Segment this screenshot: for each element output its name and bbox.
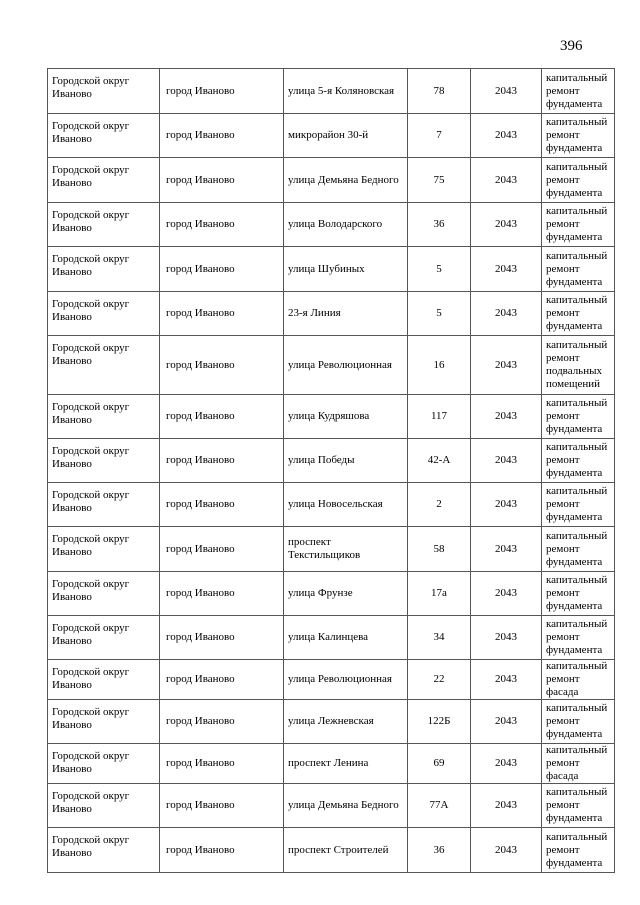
- work-cell: капитальный ремонт фундамента: [542, 395, 615, 439]
- city-cell: город Иваново: [160, 69, 284, 114]
- year-cell: 2043: [471, 395, 542, 439]
- work-cell: капитальный ремонт фундамента: [542, 114, 615, 158]
- table-row: [48, 439, 615, 483]
- work-cell: капитальный ремонт фасада: [542, 660, 615, 700]
- district-cell: Городской округ Иваново: [48, 114, 160, 158]
- house-cell: 22: [408, 660, 471, 700]
- work-cell: капитальный ремонт фундамента: [542, 203, 615, 247]
- district-cell: Городской округ Иваново: [48, 292, 160, 336]
- house-cell: 42-А: [408, 439, 471, 483]
- work-cell: капитальный ремонт фундамента: [542, 784, 615, 828]
- year-cell: 2043: [471, 744, 542, 784]
- city-cell: город Иваново: [160, 527, 284, 572]
- street-cell: проспект Ленина: [284, 744, 408, 784]
- street-cell: улица Новосельская: [284, 483, 408, 527]
- year-cell: 2043: [471, 203, 542, 247]
- table-row: [48, 616, 615, 660]
- table-row: [48, 700, 615, 744]
- work-cell: капитальный ремонт фундамента: [542, 439, 615, 483]
- year-cell: 2043: [471, 483, 542, 527]
- year-cell: 2043: [471, 784, 542, 828]
- district-cell: Городской округ Иваново: [48, 483, 160, 527]
- work-cell: капитальный ремонт фундамента: [542, 292, 615, 336]
- house-cell: 75: [408, 158, 471, 203]
- street-cell: улица Кудряшова: [284, 395, 408, 439]
- city-cell: город Иваново: [160, 439, 284, 483]
- street-cell: улица Калинцева: [284, 616, 408, 660]
- district-cell: Городской округ Иваново: [48, 616, 160, 660]
- table-row: [48, 395, 615, 439]
- district-cell: Городской округ Иваново: [48, 660, 160, 700]
- page-number: 396: [560, 38, 583, 54]
- year-cell: 2043: [471, 114, 542, 158]
- year-cell: 2043: [471, 572, 542, 616]
- table-row: [48, 483, 615, 527]
- street-cell: улица Победы: [284, 439, 408, 483]
- work-cell: капитальный ремонт фундамента: [542, 158, 615, 203]
- city-cell: город Иваново: [160, 483, 284, 527]
- work-cell: капитальный ремонт фундамента: [542, 700, 615, 744]
- house-cell: 58: [408, 527, 471, 572]
- street-cell: улица Демьяна Бедного: [284, 784, 408, 828]
- registry-table-body: [48, 69, 615, 873]
- district-cell: Городской округ Иваново: [48, 572, 160, 616]
- city-cell: город Иваново: [160, 744, 284, 784]
- house-cell: 78: [408, 69, 471, 114]
- city-cell: город Иваново: [160, 616, 284, 660]
- year-cell: 2043: [471, 700, 542, 744]
- house-cell: 16: [408, 336, 471, 395]
- street-cell: проспект Строителей: [284, 828, 408, 873]
- registry-table: [47, 68, 615, 873]
- house-cell: 36: [408, 203, 471, 247]
- year-cell: 2043: [471, 660, 542, 700]
- work-cell: капитальный ремонт подвальных помещений: [542, 336, 615, 395]
- street-cell: улица Шубиных: [284, 247, 408, 292]
- house-cell: 122Б: [408, 700, 471, 744]
- table-row: [48, 336, 615, 395]
- street-cell: улица Володарского: [284, 203, 408, 247]
- table-row: [48, 527, 615, 572]
- street-cell: проспект Текстильщиков: [284, 527, 408, 572]
- year-cell: 2043: [471, 527, 542, 572]
- city-cell: город Иваново: [160, 572, 284, 616]
- year-cell: 2043: [471, 336, 542, 395]
- city-cell: город Иваново: [160, 336, 284, 395]
- city-cell: город Иваново: [160, 292, 284, 336]
- district-cell: Городской округ Иваново: [48, 203, 160, 247]
- district-cell: Городской округ Иваново: [48, 395, 160, 439]
- table-row: [48, 203, 615, 247]
- city-cell: город Иваново: [160, 203, 284, 247]
- work-cell: капитальный ремонт фундамента: [542, 572, 615, 616]
- year-cell: 2043: [471, 158, 542, 203]
- table-row: [48, 828, 615, 873]
- work-cell: капитальный ремонт фундамента: [542, 483, 615, 527]
- district-cell: Городской округ Иваново: [48, 158, 160, 203]
- work-cell: капитальный ремонт фундамента: [542, 616, 615, 660]
- city-cell: город Иваново: [160, 114, 284, 158]
- house-cell: 34: [408, 616, 471, 660]
- work-cell: капитальный ремонт фундамента: [542, 69, 615, 114]
- house-cell: 69: [408, 744, 471, 784]
- table-row: [48, 784, 615, 828]
- table-row: [48, 114, 615, 158]
- house-cell: 2: [408, 483, 471, 527]
- street-cell: улица Революционная: [284, 660, 408, 700]
- street-cell: улица Демьяна Бедного: [284, 158, 408, 203]
- city-cell: город Иваново: [160, 660, 284, 700]
- table-row: [48, 660, 615, 700]
- district-cell: Городской округ Иваново: [48, 336, 160, 395]
- table-row: [48, 158, 615, 203]
- city-cell: город Иваново: [160, 247, 284, 292]
- table-row: [48, 247, 615, 292]
- house-cell: 5: [408, 247, 471, 292]
- year-cell: 2043: [471, 292, 542, 336]
- street-cell: улица Лежневская: [284, 700, 408, 744]
- work-cell: капитальный ремонт фундамента: [542, 828, 615, 873]
- house-cell: 77А: [408, 784, 471, 828]
- year-cell: 2043: [471, 247, 542, 292]
- district-cell: Городской округ Иваново: [48, 700, 160, 744]
- district-cell: Городской округ Иваново: [48, 784, 160, 828]
- district-cell: Городской округ Иваново: [48, 744, 160, 784]
- city-cell: город Иваново: [160, 395, 284, 439]
- street-cell: улица Фрунзе: [284, 572, 408, 616]
- district-cell: Городской округ Иваново: [48, 247, 160, 292]
- street-cell: улица Революционная: [284, 336, 408, 395]
- table-row: [48, 292, 615, 336]
- district-cell: Городской округ Иваново: [48, 439, 160, 483]
- city-cell: город Иваново: [160, 158, 284, 203]
- street-cell: улица 5-я Коляновская: [284, 69, 408, 114]
- district-cell: Городской округ Иваново: [48, 527, 160, 572]
- house-cell: 5: [408, 292, 471, 336]
- city-cell: город Иваново: [160, 784, 284, 828]
- work-cell: капитальный ремонт фундамента: [542, 247, 615, 292]
- year-cell: 2043: [471, 828, 542, 873]
- city-cell: город Иваново: [160, 700, 284, 744]
- year-cell: 2043: [471, 439, 542, 483]
- work-cell: капитальный ремонт фундамента: [542, 527, 615, 572]
- table-row: [48, 572, 615, 616]
- year-cell: 2043: [471, 69, 542, 114]
- house-cell: 17а: [408, 572, 471, 616]
- house-cell: 7: [408, 114, 471, 158]
- house-cell: 117: [408, 395, 471, 439]
- city-cell: город Иваново: [160, 828, 284, 873]
- street-cell: 23-я Линия: [284, 292, 408, 336]
- house-cell: 36: [408, 828, 471, 873]
- street-cell: микрорайон 30-й: [284, 114, 408, 158]
- district-cell: Городской округ Иваново: [48, 828, 160, 873]
- year-cell: 2043: [471, 616, 542, 660]
- table-row: [48, 744, 615, 784]
- district-cell: Городской округ Иваново: [48, 69, 160, 114]
- work-cell: капитальный ремонт фасада: [542, 744, 615, 784]
- table-row: [48, 69, 615, 114]
